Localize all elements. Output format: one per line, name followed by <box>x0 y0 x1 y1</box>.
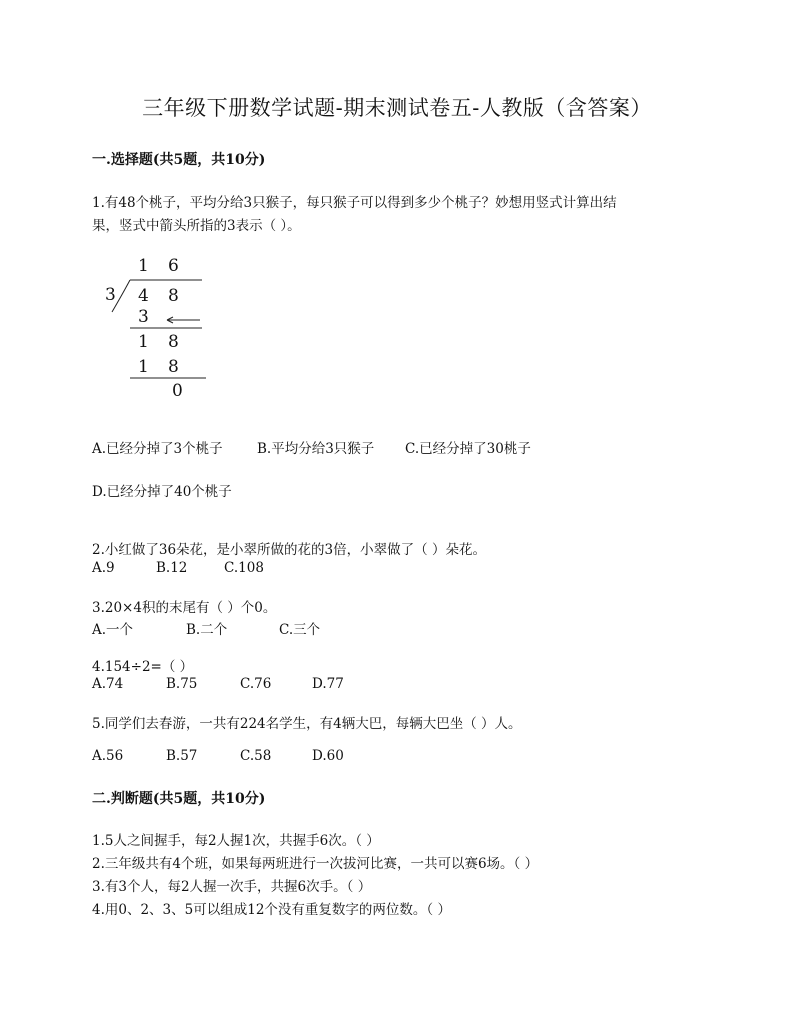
q1-option-a[interactable]: A.已经分掉了3个桃子 <box>92 441 223 457</box>
q3-option-b[interactable]: B.二个 <box>186 622 228 638</box>
step2-digit-1: 1 <box>138 332 149 352</box>
section-heading-judgement: 二.判断题(共5题，共10分) <box>92 791 266 807</box>
long-division-lines <box>92 250 232 410</box>
q5-option-a[interactable]: A.56 <box>92 748 124 764</box>
q3-option-c[interactable]: C.三个 <box>279 622 321 638</box>
step-digit-arrow-target: 3 <box>138 307 149 327</box>
q4-option-c[interactable]: C.76 <box>240 676 272 692</box>
q4-option-a[interactable]: A.74 <box>92 676 124 692</box>
judgement-item: 4.用0、2、3、5可以组成12个没有重复数字的两位数。（ ） <box>92 902 451 918</box>
divisor-digit: 3 <box>105 285 116 305</box>
q2-option-a[interactable]: A.9 <box>92 560 115 576</box>
q5-text: 5.同学们去春游，一共有224名学生，有4辆大巴，每辆大巴坐（ ）人。 <box>92 716 522 732</box>
step2-digit-2: 8 <box>168 332 179 352</box>
q4-text: 4.154÷2=（ ） <box>92 659 194 675</box>
dividend-digit-1: 4 <box>138 286 149 306</box>
q5-option-d[interactable]: D.60 <box>312 748 344 764</box>
q1-option-c[interactable]: C.已经分掉了30桃子 <box>405 441 531 457</box>
section-heading-choice: 一.选择题(共5题，共10分) <box>92 152 266 168</box>
q2-option-b[interactable]: B.12 <box>156 560 188 576</box>
q1-option-b[interactable]: B.平均分给3只猴子 <box>257 441 375 457</box>
q1-text-line1: 1.有48个桃子，平均分给3只猴子，每只猴子可以得到多少个桃子？妙想用竖式计算出结 <box>92 195 617 211</box>
judgement-item: 1.5人之间握手，每2人握1次，共握手6次。（ ） <box>92 833 380 849</box>
step3-digit-2: 8 <box>168 357 179 377</box>
dividend-digit-2: 8 <box>168 286 179 306</box>
q3-text: 3.20×4积的末尾有（ ）个0。 <box>92 600 277 616</box>
q5-option-c[interactable]: C.58 <box>240 748 272 764</box>
quotient-digit-1: 1 <box>138 256 149 276</box>
judgement-item: 2.三年级共有4个班，如果每两班进行一次拔河比赛，一共可以赛6场。（ ） <box>92 856 539 872</box>
q5-option-b[interactable]: B.57 <box>166 748 198 764</box>
long-division-figure <box>92 250 232 410</box>
q4-option-b[interactable]: B.75 <box>166 676 198 692</box>
q3-option-a[interactable]: A.一个 <box>92 622 134 638</box>
quotient-digit-2: 6 <box>168 256 179 276</box>
q2-text: 2.小红做了36朵花，是小翠所做的花的3倍，小翠做了（ ）朵花。 <box>92 542 486 558</box>
q1-option-d[interactable]: D.已经分掉了40个桃子 <box>92 484 232 500</box>
page-title: 三年级下册数学试题-期末测试卷五-人教版（含答案） <box>142 96 652 120</box>
judgement-item: 3.有3个人，每2人握一次手，共握6次手。（ ） <box>92 879 372 895</box>
q1-text-line2: 果，竖式中箭头所指的3表示（ ）。 <box>92 218 301 234</box>
q4-option-d[interactable]: D.77 <box>312 676 344 692</box>
q2-option-c[interactable]: C.108 <box>224 560 264 576</box>
remainder-digit: 0 <box>172 381 183 401</box>
step3-digit-1: 1 <box>138 357 149 377</box>
